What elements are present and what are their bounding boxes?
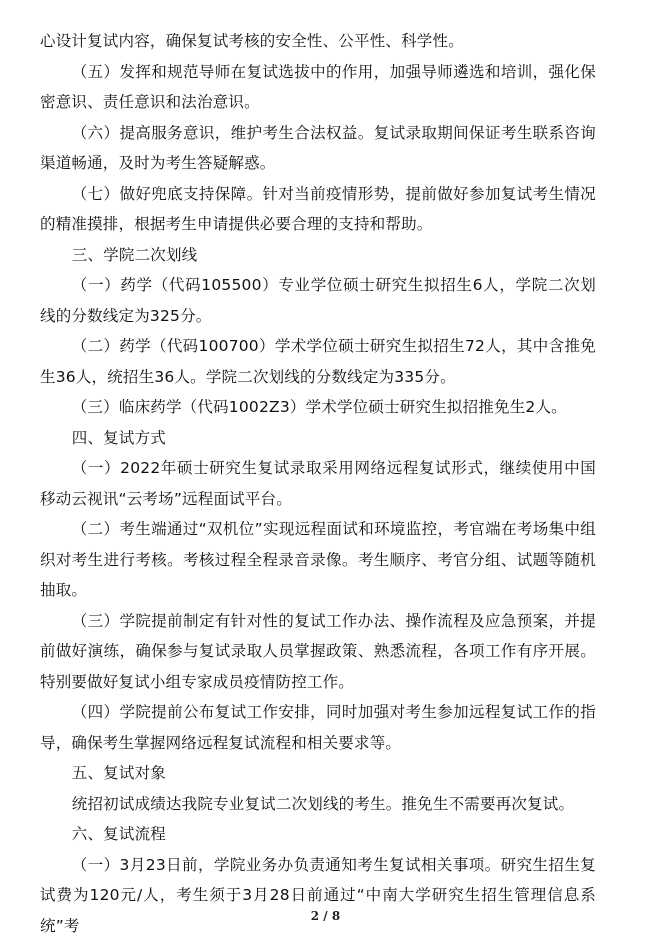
paragraph: 心设计复试内容，确保复试考核的安全性、公平性、科学性。 [40,32,464,50]
section-heading: 四、复试方式 [71,428,166,447]
paragraph: （一）3月23日前，学院业务办负责通知考生复试相关事项。研究生招生复试费为120元/人，考生须于3月28日前通过“中南大学研究生招生管理信息系统”考 [40,855,596,935]
paragraph: （七）做好兜底支持保障。针对当前疫情形势，提前做好参加复试考生情况的精准摸排，根据考生申请提供必要合理的支持和帮助。 [40,184,596,233]
section-heading: 三、学院二次划线 [71,245,198,264]
paragraph: （二）考生端通过“双机位”实现远程面试和环境监控，考官端在考场集中组织对考生进行考核。考核过程全程录音录像。考生顺序、考官分组、试题等随机抽取。 [40,520,596,599]
paragraph: 统招初试成绩达我院专业复试二次划线的考生。推免生不需要再次复试。 [71,794,575,813]
document-body [40,26,596,941]
paragraph: （五）发挥和规范导师在复试选拔中的作用，加强导师遴选和培训，强化保密意识、责任意识和法治意识。 [40,62,596,111]
paragraph: （三）临床药学（代码1002Z3）学术学位硕士研究生拟招推免生2人。 [71,398,567,416]
paragraph: （一）药学（代码105500）专业学位硕士研究生拟招生6人，学院二次划线的分数线定为325分。 [40,276,596,325]
section-heading: 六、复试流程 [71,825,166,843]
paragraph: （四）学院提前公布复试工作安排，同时加强对考生参加远程复试工作的指导，确保考生掌握网络远程复试流程和相关要求等。 [40,703,596,752]
section-heading: 五、复试对象 [71,764,166,782]
paragraph: （一）2022年硕士研究生复试录取采用网络远程复试形式，继续使用中国移动云视讯“云考场”远程面试平台。 [40,459,596,508]
paragraph: （二）药学（代码100700）学术学位硕士研究生拟招生72人，其中含推免生36人，统招生36人。学院二次划线的分数线定为335分。 [40,337,596,386]
page-number: 2 / 8 [310,909,341,923]
paragraph: （三）学院提前制定有针对性的复试工作办法、操作流程及应急预案，并提前做好演练，确保参与复试录取人员掌握政策、熟悉流程，各项工作有序开展。特别要做好复试小组专家成员疫情防控工作。 [40,611,596,691]
paragraph: （六）提高服务意识，维护考生合法权益。复试录取期间保证考生联系咨询渠道畅通，及时为考生答疑解惑。 [40,123,596,172]
